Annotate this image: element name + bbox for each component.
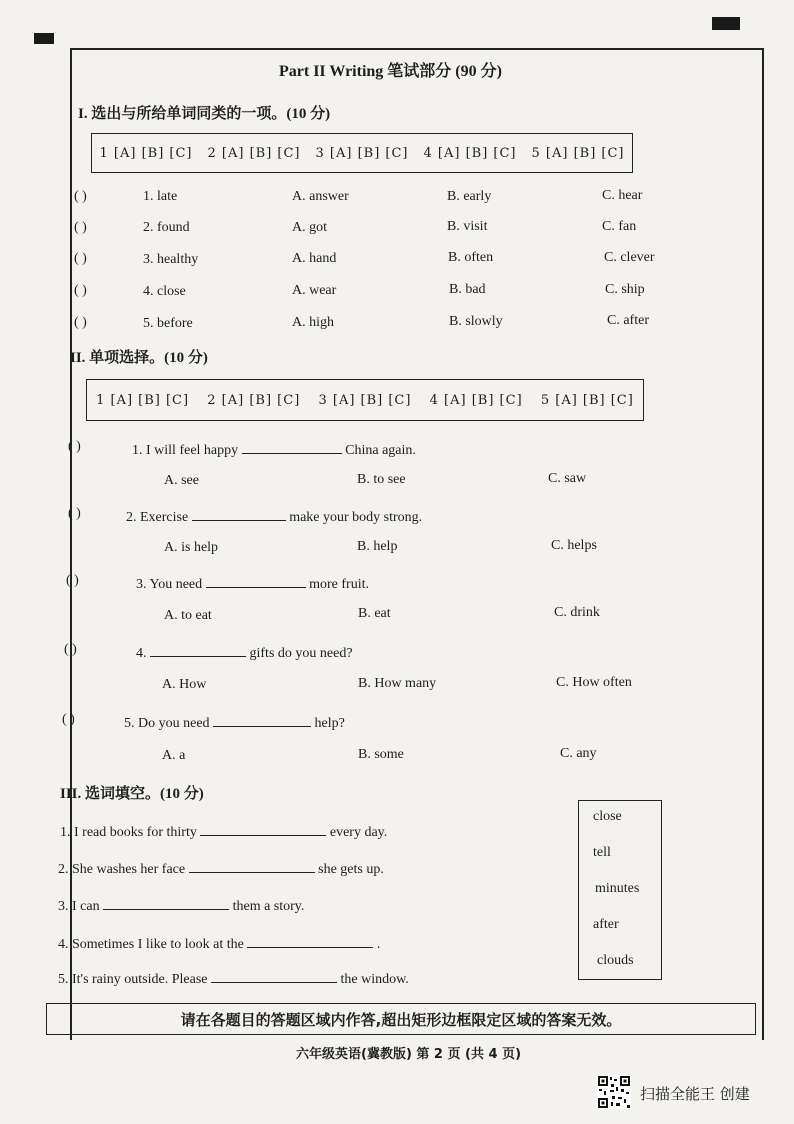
sentence-text: 3. I can (58, 899, 100, 914)
answer-paren[interactable]: ( ) (68, 506, 81, 521)
option-b: B. How many (358, 676, 437, 691)
answer-cell[interactable]: 1 [A] [B] [C] (96, 392, 190, 408)
stem-text: 3. You need (136, 577, 203, 592)
question-stem (136, 573, 369, 593)
stem-text: China again. (345, 443, 416, 458)
word-bank-item: clouds (597, 953, 634, 968)
stem-text: help? (314, 716, 345, 731)
option-c: C. How often (556, 675, 632, 690)
option-b: B. to see (357, 472, 406, 487)
word-bank-item: close (593, 809, 622, 824)
answer-paren[interactable]: ( ) (74, 189, 87, 204)
question-stem (132, 439, 416, 459)
question-stem: 5. before (143, 316, 193, 331)
answer-cell[interactable]: 1 [A] [B] [C] (99, 145, 193, 161)
option-a: A. see (164, 473, 199, 488)
answer-area-notice: 请在各题目的答题区域内作答,超出矩形边框限定区域的答案无效。 (46, 1003, 756, 1035)
option-c: C. ship (605, 282, 645, 297)
fill-sentence (58, 858, 384, 878)
word-bank-item: tell (593, 845, 611, 860)
sentence-text: she gets up. (318, 862, 384, 877)
section-1-answer-sheet (91, 133, 633, 173)
stem-text: 1. I will feel happy (132, 443, 239, 458)
question-stem: 4. close (143, 284, 186, 299)
answer-cell[interactable]: 3 [A] [B] [C] (318, 392, 412, 408)
fill-sentence (60, 821, 387, 841)
question-stem (124, 712, 345, 732)
option-a: A. How (162, 677, 207, 692)
stem-text: 5. Do you need (124, 716, 210, 731)
fill-blank[interactable] (103, 895, 229, 910)
answer-paren[interactable]: ( ) (68, 439, 81, 454)
fill-blank[interactable] (213, 712, 311, 727)
fill-blank[interactable] (242, 439, 342, 454)
sentence-text: every day. (329, 825, 388, 840)
section-3-heading: III. 选词填空。(10 分) (60, 786, 204, 802)
option-c: C. fan (602, 219, 637, 234)
sentence-text: the window. (340, 972, 409, 987)
answer-paren[interactable]: ( ) (74, 315, 87, 330)
sentence-text: 2. She washes her face (58, 862, 186, 877)
option-a: A. hand (292, 251, 337, 266)
sentence-text: 1. I read books for thirty (60, 825, 197, 840)
fill-blank[interactable] (211, 968, 337, 983)
option-b: B. early (447, 189, 492, 204)
answer-paren[interactable]: ( ) (74, 283, 87, 298)
option-b: B. visit (447, 219, 488, 234)
word-bank-item: after (593, 917, 619, 932)
option-b: B. help (357, 539, 398, 554)
fill-sentence (58, 895, 304, 915)
option-b: B. bad (449, 282, 486, 297)
question-stem: 3. healthy (143, 252, 199, 267)
section-1-heading: I. 选出与所给单词同类的一项。(10 分) (78, 106, 331, 122)
option-c: C. helps (551, 538, 597, 553)
question-stem: 2. found (143, 220, 190, 235)
option-b: B. eat (358, 606, 391, 621)
sentence-text: 5. It's rainy outside. Please (58, 972, 208, 987)
sentence-text: 4. Sometimes I like to look at the (58, 937, 244, 952)
word-bank-item: minutes (595, 881, 640, 896)
fill-blank[interactable] (200, 821, 326, 836)
option-b: B. slowly (449, 314, 503, 329)
answer-cell[interactable]: 5 [A] [B] [C] (531, 145, 625, 161)
fill-sentence (58, 933, 380, 953)
option-a: A. a (162, 748, 186, 763)
option-a: A. to eat (164, 608, 212, 623)
answer-paren[interactable]: ( ) (74, 220, 87, 235)
answer-cell[interactable]: 5 [A] [B] [C] (540, 392, 634, 408)
option-a: A. is help (164, 540, 219, 555)
option-c: C. clever (604, 250, 655, 265)
section-2-answer-sheet (86, 379, 644, 421)
fill-blank[interactable] (189, 858, 315, 873)
sentence-text: . (376, 937, 381, 952)
answer-paren[interactable]: ( ) (66, 573, 79, 588)
sentence-text: them a story. (232, 899, 305, 914)
question-stem: 1. late (143, 189, 178, 204)
fill-blank[interactable] (150, 642, 246, 657)
page-footer: 六年级英语(冀教版) 第 2 页 (共 4 页) (296, 1047, 522, 1062)
fill-blank[interactable] (192, 506, 286, 521)
stem-text: make your body strong. (289, 510, 423, 525)
word-bank (578, 800, 662, 980)
stem-text: more fruit. (309, 577, 369, 592)
registration-mark-left (34, 33, 54, 44)
option-a: A. wear (292, 283, 337, 298)
registration-mark-right (712, 17, 740, 30)
option-a: A. high (292, 315, 334, 330)
question-stem (126, 506, 422, 526)
answer-paren[interactable]: ( ) (62, 712, 75, 727)
page-title: Part II Writing 笔试部分 (90 分) (279, 63, 502, 80)
option-b: B. often (448, 250, 494, 265)
option-a: A. got (292, 220, 327, 235)
answer-cell[interactable]: 2 [A] [B] [C] (207, 392, 301, 408)
answer-paren[interactable]: ( ) (74, 251, 87, 266)
stem-text: gifts do you need? (249, 646, 353, 661)
stem-text: 4. (136, 646, 147, 661)
answer-cell[interactable]: 4 [A] [B] [C] (429, 392, 523, 408)
scanner-watermark: 扫描全能王 创建 (640, 1085, 750, 1103)
option-c: C. saw (548, 471, 587, 486)
option-c: C. drink (554, 605, 600, 620)
answer-cell[interactable]: 3 [A] [B] [C] (315, 145, 409, 161)
question-stem (136, 642, 353, 662)
option-a: A. answer (292, 189, 349, 204)
fill-blank[interactable] (247, 933, 373, 948)
option-c: C. hear (602, 188, 643, 203)
fill-blank[interactable] (206, 573, 306, 588)
qr-code-icon (597, 1075, 631, 1109)
option-b: B. some (358, 747, 404, 762)
fill-sentence (58, 968, 409, 988)
option-c: C. after (607, 313, 649, 328)
answer-cell[interactable]: 4 [A] [B] [C] (423, 145, 517, 161)
option-c: C. any (560, 746, 597, 761)
answer-cell[interactable]: 2 [A] [B] [C] (207, 145, 301, 161)
answer-paren[interactable]: ( ) (64, 642, 77, 657)
stem-text: 2. Exercise (126, 510, 189, 525)
section-2-heading: II. 单项选择。(10 分) (70, 350, 208, 366)
